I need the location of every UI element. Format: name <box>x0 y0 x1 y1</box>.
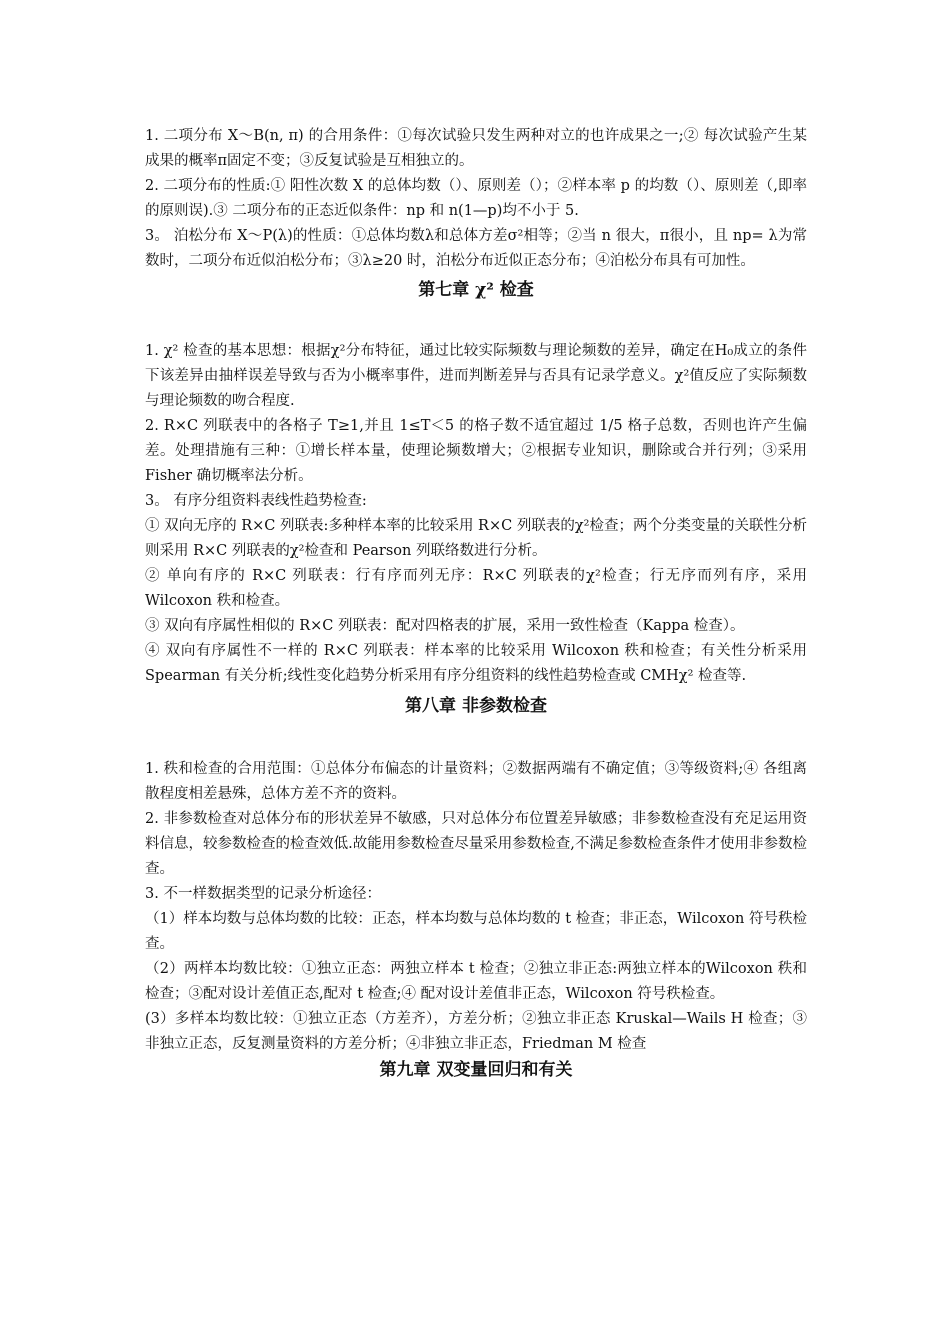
chapter-7-heading: 第七章 χ² 检查 <box>418 280 534 300</box>
chapter-8-heading: 第八章 非参数检查 <box>405 696 547 716</box>
rxc-table-conditions-paragraph: 2. R×C 列联表中的各格子 T≥1,并且 1≤T＜5 的格子数不适宜超过 1/5 格子总数，否则也许产生偏差。处理措施有三种：①增长样本量，使理论频数增大；②根据专业知识，删除或合并行列；③采用 Fisher 确切概率法分析。 <box>145 418 807 484</box>
document-page <box>145 124 807 1083</box>
bidirectional-same-attribute-paragraph: ③ 双向有序属性相似的 R×C 列联表：配对四格表的扩展，采用一致性检查（Kappa 检查）。 <box>145 618 745 634</box>
analysis-approaches-title: 3. 不一样数据类型的记录分析途径： <box>145 886 381 902</box>
ordered-trend-test-paragraph: 3。 有序分组资料表线性趋势检查: <box>145 493 367 509</box>
chi-square-basic-idea-paragraph: 1. χ² 检查的基本思想：根据χ²分布特征，通过比较实际频数与理论频数的差异，确定在H₀成立的条件下该差异由抽样误差导致与否为小概率事件，进而判断差异与否具有记录学意义。χ²值反应了实际频数与理论频数的吻合程度. <box>145 343 807 409</box>
two-sample-comparison-paragraph: （2）两样本均数比较：①独立正态：两独立样本 t 检查；②独立非正态:两独立样本的Wilcoxon 秩和检查；③配对设计差值正态,配对 t 检查;④ 配对设计差值非正态，Wilcoxon 符号秩检查。 <box>145 961 807 1002</box>
unidirectional-ordered-paragraph: ② 单向有序的 R×C 列联表：行有序而列无序：R×C 列联表的χ²检查；行无序而列有序，采用 Wilcoxon 秩和检查。 <box>145 568 807 609</box>
rank-sum-scope-paragraph: 1. 秩和检查的合用范围：①总体分布偏态的计量资料；②数据两端有不确定值；③等级资料;④ 各组离散程度相差悬殊，总体方差不齐的资料。 <box>145 761 807 802</box>
bidirectional-different-attribute-paragraph: ④ 双向有序属性不一样的 R×C 列联表：样本率的比较采用 Wilcoxon 秩和检查；有关性分析采用 Spearman 有关分析;线性变化趋势分析采用有序分组资料的线性趋势检查或 CMHχ² 检查等. <box>145 643 807 684</box>
chapter-9-heading: 第九章 双变量回归和有关 <box>379 1060 573 1080</box>
nonparametric-sensitivity-paragraph: 2. 非参数检查对总体分布的形状差异不敏感，只对总体分布位置差异敏感；非参数检查没有充足运用资料信息，较参数检查的检查效低.故能用参数检查尽量采用参数检查,不满足参数检查条件才使用非参数检查。 <box>145 811 807 877</box>
poisson-properties-paragraph: 3。 泊松分布 X～P(λ)的性质：①总体均数λ和总体方差σ²相等；②当 n 很大，π很小，且 np= λ为常数时，二项分布近似泊松分布；③λ≥20 时，泊松分布近似正态分布；④泊松分布具有可加性。 <box>145 228 807 269</box>
binomial-properties-paragraph: 2. 二项分布的性质:① 阳性次数 X 的总体均数（）、原则差（）；②样本率 p 的均数（）、原则差（,即率的原则误).③ 二项分布的正态近似条件：np 和 n(1—p)均不小于 5. <box>145 178 807 219</box>
binomial-conditions-paragraph: 1. 二项分布 X～B(n, π) 的合用条件：①每次试验只发生两种对立的也许成果之一;② 每次试验产生某成果的概率π固定不变；③反复试验是互相独立的。 <box>145 128 807 169</box>
multi-sample-comparison-paragraph: (3）多样本均数比较：①独立正态（方差齐），方差分析；②独立非正态 Kruskal—Wails H 检查；③非独立正态，反复测量资料的方差分析；④非独立非正态，Friedman M 检查 <box>145 1011 807 1052</box>
bidirectional-unordered-paragraph: ① 双向无序的 R×C 列联表:多种样本率的比较采用 R×C 列联表的χ²检查；两个分类变量的关联性分析则采用 R×C 列联表的χ²检查和 Pearson 列联络数进行分析。 <box>145 518 807 559</box>
one-sample-comparison-paragraph: （1）样本均数与总体均数的比较：正态，样本均数与总体均数的 t 检查；非正态，Wilcoxon 符号秩检查。 <box>145 911 807 952</box>
